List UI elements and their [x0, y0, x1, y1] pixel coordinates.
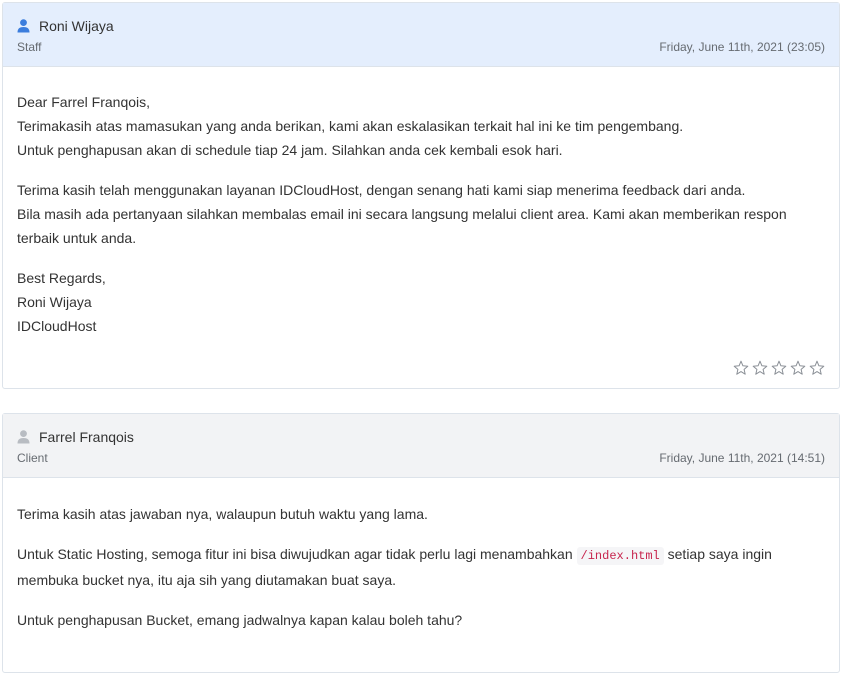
signature: [17, 266, 825, 338]
author-role: Staff: [17, 40, 42, 54]
star-outline-icon[interactable]: [733, 360, 749, 376]
ticket-reply-client: [2, 413, 840, 673]
body-line: Terima kasih telah menggunakan layanan IDCloudHost, dengan senang hati kami siap menerima feedback dari anda.: [17, 182, 746, 198]
signature-line: IDCloudHost: [17, 318, 97, 334]
paragraph: [17, 178, 825, 250]
signature-line: Roni Wijaya: [17, 294, 92, 310]
reply-body: [3, 67, 839, 338]
ticket-reply-staff: [2, 2, 840, 389]
reply-date: Friday, June 11th, 2021 (14:51): [659, 451, 825, 465]
signature-line: Best Regards,: [17, 270, 106, 286]
body-line: Terimakasih atas mamasukan yang anda berikan, kami akan eskalasikan terkait hal ini ke tim pengembang.: [17, 118, 684, 134]
user-icon: [17, 19, 30, 33]
star-outline-icon[interactable]: [790, 360, 806, 376]
paragraph: Untuk penghapusan Bucket, emang jadwalnya kapan kalau boleh tahu?: [17, 612, 463, 628]
reply-body: [3, 478, 839, 632]
inline-code: /index.html: [577, 547, 664, 565]
paragraph: Terima kasih atas jawaban nya, walaupun butuh waktu yang lama.: [17, 506, 428, 522]
body-text: setiap saya ingin membuka bucket nya, itu aja sih yang diutamakan buat saya.: [17, 546, 772, 588]
body-line: Bila masih ada pertanyaan silahkan membalas email ini secara langsung melalui client area. Kami akan memberikan respon terbaik untuk anda.: [17, 206, 787, 246]
paragraph: [17, 90, 825, 162]
author-role: Client: [17, 451, 48, 465]
paragraph: [17, 542, 825, 592]
reply-header: [3, 414, 839, 478]
star-outline-icon[interactable]: [809, 360, 825, 376]
author-name: Farrel Franqois: [39, 429, 134, 445]
reply-date: Friday, June 11th, 2021 (23:05): [659, 40, 825, 54]
author-row: [17, 427, 825, 447]
body-line: Untuk penghapusan akan di schedule tiap 24 jam. Silahkan anda cek kembali esok hari.: [17, 142, 563, 158]
user-icon: [17, 430, 30, 444]
author-name: Roni Wijaya: [39, 18, 114, 34]
reply-header: [3, 3, 839, 67]
star-outline-icon[interactable]: [752, 360, 768, 376]
greeting-line: Dear Farrel Franqois,: [17, 94, 151, 110]
author-row: [17, 16, 825, 36]
rating-stars: [733, 360, 825, 376]
star-outline-icon[interactable]: [771, 360, 787, 376]
body-text: Untuk Static Hosting, semoga fitur ini bisa diwujudkan agar tidak perlu lagi menambahkan: [17, 546, 573, 562]
